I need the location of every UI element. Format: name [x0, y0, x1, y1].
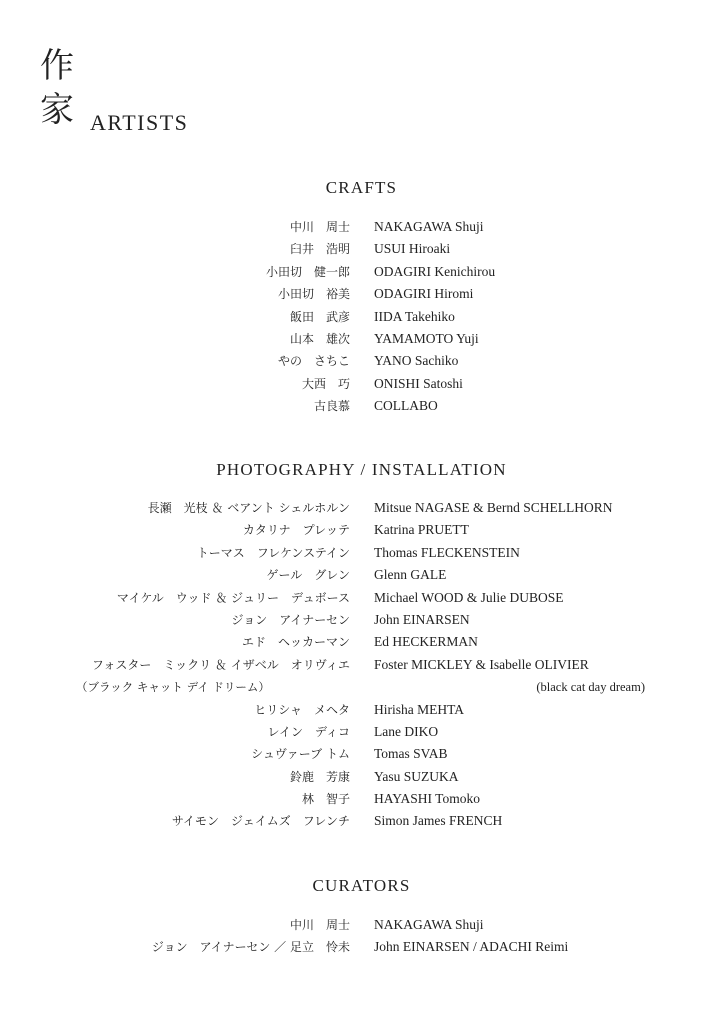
list-item	[0, 587, 723, 609]
artist-name-jp: 鈴鹿 芳康	[289, 769, 350, 784]
artist-name-jp: 中川 周士	[289, 220, 350, 234]
photography-list	[0, 497, 723, 833]
list-item	[0, 936, 723, 958]
list-item	[0, 216, 723, 238]
artist-name-jp: カタリナ プレッテ	[242, 523, 350, 538]
list-item	[0, 497, 723, 519]
artist-name-jp: 長瀬 光枝 ＆ ベアント シェルホルン	[147, 501, 350, 515]
artist-name-jp: ヒリシャ メヘタ	[254, 702, 350, 717]
artist-name-jp: 臼井 浩明	[289, 242, 350, 257]
group-note-en: (black cat day dream)	[536, 680, 645, 695]
artist-name-jp: エド ヘッカーマン	[241, 635, 350, 650]
title-kanji-2: 家	[40, 90, 74, 130]
list-item	[0, 631, 723, 653]
artist-name-jp: サイモン ジェイムズ フレンチ	[171, 814, 350, 829]
list-item	[0, 721, 723, 743]
artist-name-en: YANO Sachiko	[374, 353, 459, 369]
artist-name-en: NAKAGAWA Shuji	[374, 219, 484, 234]
artist-name-jp: フォスター ミックリ ＆ イザベル オリヴィエ	[91, 657, 350, 672]
artist-name-en: John EINARSEN	[374, 611, 470, 627]
artist-name-jp: 飯田 武彦	[289, 309, 350, 324]
curator-name-jp: ジョン アイナーセン ／ 足立 怜未	[151, 940, 350, 955]
artist-name-en: ODAGIRI Hiromi	[374, 286, 474, 302]
artist-name-en: Thomas FLECKENSTEIN	[374, 544, 520, 560]
artist-name-jp: マイケル ウッド ＆ ジュリー デュボース	[116, 590, 350, 605]
artist-name-jp: 古良慕	[313, 399, 350, 414]
artist-name-jp: ジョン アイナーセン	[231, 612, 350, 627]
artist-name-en: HAYASHI Tomoko	[374, 791, 480, 807]
list-item	[0, 261, 723, 283]
group-note-row	[0, 676, 723, 698]
artist-name-en: ONISHI Satoshi	[374, 375, 463, 391]
artist-name-en: YAMAMOTO Yuji	[374, 330, 479, 346]
artist-name-jp: 小田切 裕美	[277, 287, 350, 302]
artist-name-en: Glenn GALE	[374, 567, 447, 583]
artist-name-jp: レイン ディコ	[267, 724, 350, 739]
artist-name-en: COLLABO	[374, 398, 438, 414]
list-item	[0, 743, 723, 765]
curators-list	[0, 914, 723, 959]
title-english: ARTISTS	[90, 110, 189, 135]
artist-name-jp: シュヴァーブ トム	[251, 747, 350, 762]
photography-heading: PHOTOGRAPHY / INSTALLATION	[216, 460, 507, 479]
artist-name-en: IIDA Takehiko	[374, 308, 455, 324]
artist-name-en: Simon James FRENCH	[374, 813, 503, 829]
artist-name-jp: トーマス フレケンステイン	[196, 545, 350, 560]
artist-name-en: USUI Hiroaki	[374, 241, 451, 257]
artist-name-jp: 林 智子	[301, 792, 350, 807]
artist-name-en: Foster MICKLEY & Isabelle OLIVIER	[374, 656, 589, 672]
artist-name-en: Hirisha MEHTA	[374, 701, 465, 717]
list-item	[0, 699, 723, 721]
list-item	[0, 914, 723, 936]
crafts-heading: CRAFTS	[325, 178, 398, 197]
list-item	[0, 350, 723, 372]
list-item	[0, 238, 723, 260]
list-item	[0, 609, 723, 631]
curators-heading: CURATORS	[312, 876, 411, 895]
list-item	[0, 395, 723, 417]
artist-name-jp: 大西 巧	[301, 376, 350, 391]
list-item	[0, 788, 723, 810]
list-item	[0, 328, 723, 350]
list-item	[0, 306, 723, 328]
artist-name-jp: ゲール グレン	[266, 568, 350, 583]
artist-name-en: Michael WOOD & Julie DUBOSE	[374, 589, 564, 605]
artist-name-en: Katrina PRUETT	[374, 522, 469, 538]
artist-name-jp: 山本 雄次	[289, 331, 350, 346]
artist-name-en: Ed HECKERMAN	[374, 634, 478, 650]
artist-name-en: ODAGIRI Kenichirou	[374, 263, 496, 279]
artist-name-en: Tomas SVAB	[374, 746, 448, 762]
list-item	[0, 373, 723, 395]
list-item	[0, 810, 723, 832]
artist-name-jp: やの さちこ	[277, 354, 350, 369]
artist-name-en: Mitsue NAGASE & Bernd SCHELLHORN	[374, 500, 613, 515]
curator-name-jp: 中川 周士	[289, 918, 350, 932]
list-item	[0, 283, 723, 305]
crafts-list	[0, 216, 723, 418]
title-kanji-1: 作	[40, 46, 74, 86]
curator-name-en: NAKAGAWA Shuji	[374, 917, 484, 932]
list-item	[0, 542, 723, 564]
list-item	[0, 766, 723, 788]
artist-name-en: Lane DIKO	[374, 723, 439, 739]
artist-name-jp: 小田切 健一郎	[265, 264, 350, 279]
list-item	[0, 519, 723, 541]
list-item	[0, 564, 723, 586]
artist-name-en: Yasu SUZUKA	[374, 768, 459, 784]
group-note-jp: （ブラック キャット デイ ドリーム）	[76, 680, 270, 695]
page-title	[40, 44, 189, 135]
list-item	[0, 654, 723, 676]
curator-name-en: John EINARSEN / ADACHI Reimi	[374, 939, 569, 955]
